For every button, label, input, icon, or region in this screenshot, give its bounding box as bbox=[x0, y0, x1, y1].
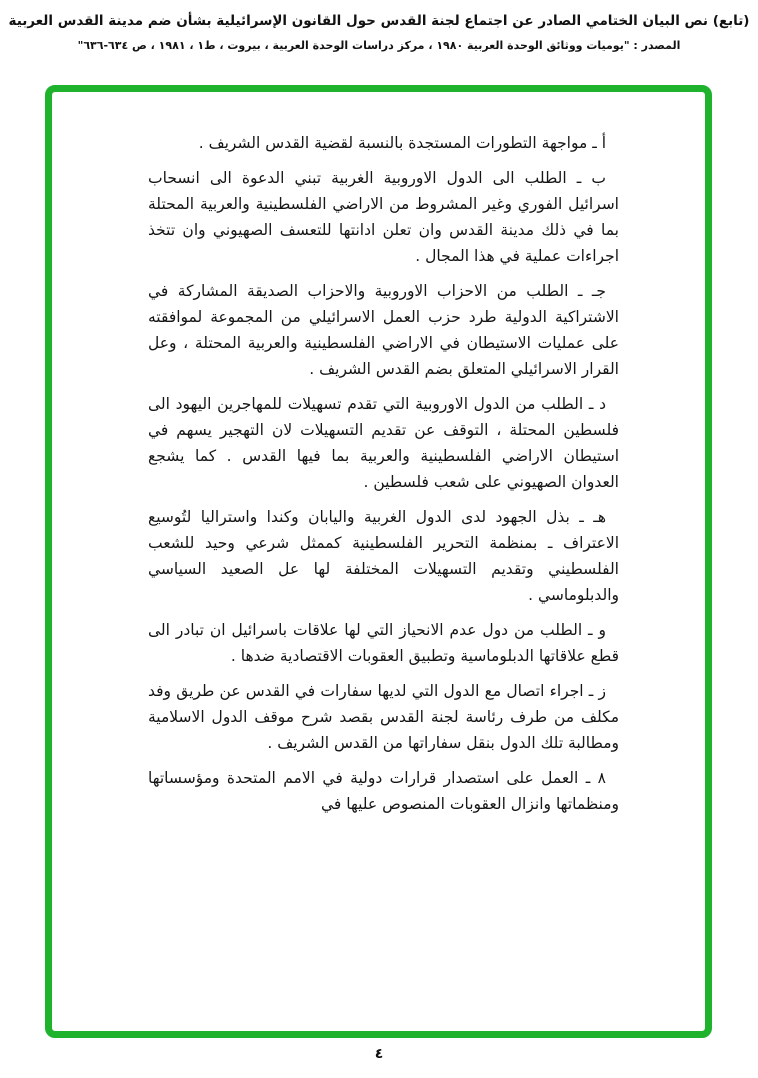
page-footer bbox=[0, 1046, 758, 1062]
paragraph-item-w: و ـ الطلب من دول عدم الانحياز التي لها علاقات باسرائيل ان تبادر الى قطع علاقاتها الدبلوماسية وتطبيق العقوبات الاقتصادية ضدها . bbox=[148, 621, 619, 665]
page-number: ٤ bbox=[374, 1046, 384, 1062]
document-title: (تابع) نص البيان الختامي الصادر عن اجتماع لجنة القدس حول القانون الإسرائيلية بشأن ضم مدينة القدس العربية bbox=[8, 13, 750, 29]
paragraph-item-z: ز ـ اجراء اتصال مع الدول التي لديها سفارات في القدس عن طريق وفد مكلف من طرف رئاسة لجنة القدس بقصد شرح موقف الدول الاسلامية ومطالبة تلك الدول بنقل سفاراتها من القدس الشريف . bbox=[148, 682, 619, 752]
green-content-frame bbox=[45, 85, 712, 1038]
paragraph-item-a: أ ـ مواجهة التطورات المستجدة بالنسبة لقضية القدس الشريف . bbox=[198, 134, 606, 152]
paragraph-item-j: جـ ـ الطلب من الاحزاب الاوروبية والاحزاب الصديقة المشاركة في الاشتراكية الدولية طرد حزب العمل الاسرائيلي من المجموعة لموافقته على عمليات الاستيطان في الاراضي الفلسطينية والعربية المحتلة ، وعل القرار الاسرائيلي المتعلق بضم القدس الشريف . bbox=[148, 282, 619, 378]
source-citation: المصدر : "يوميات ووثائق الوحدة العربية ١٩٨٠ ، مركز دراسات الوحدة العربية ، بيروت ، ط١ ، ١٩٨١ ، ص ٦٣٤-٦٣٦" bbox=[77, 39, 681, 52]
paragraph-item-b: ب ـ الطلب الى الدول الاوروبية الغربية تبني الدعوة الى انسحاب اسرائيل الفوري وغير المشروط من الاراضي الفلسطينية والعربية المحتلة بما في ذلك مدينة القدس وان تعلن ادانتها للتعسف الصهيوني وان تتخذ اجراءات عملية في هذا المجال . bbox=[148, 169, 619, 265]
paragraph-item-h: هـ ـ بذل الجهود لدى الدول الغربية واليابان وكندا واستراليا لتُوسيع الاعتراف ـ بمنظمة التحرير الفلسطينية كممثل شرعي وحيد للشعب الفلسطيني وتقديم التسهيلات المختلفة لها عل الصعيد السياسي والدبلوماسي . bbox=[148, 508, 619, 604]
paragraph-item-8: ٨ ـ العمل على استصدار قرارات دولية في الامم المتحدة ومؤسساتها ومنظماتها وانزال العقوبات المنصوص عليها في bbox=[148, 769, 619, 813]
document-body bbox=[148, 130, 619, 826]
paragraph-item-d: د ـ الطلب من الدول الاوروبية التي تقدم تسهيلات للمهاجرين اليهود الى فلسطين المحتلة ، التوقف عن تقديم التسهيلات لان التهجير يسهم في استيطان الاراضي الفلسطينية والعربية بما فيها القدس . كما يشجع العدوان الصهيوني على شعب فلسطين . bbox=[148, 395, 619, 491]
page-header bbox=[0, 13, 758, 52]
